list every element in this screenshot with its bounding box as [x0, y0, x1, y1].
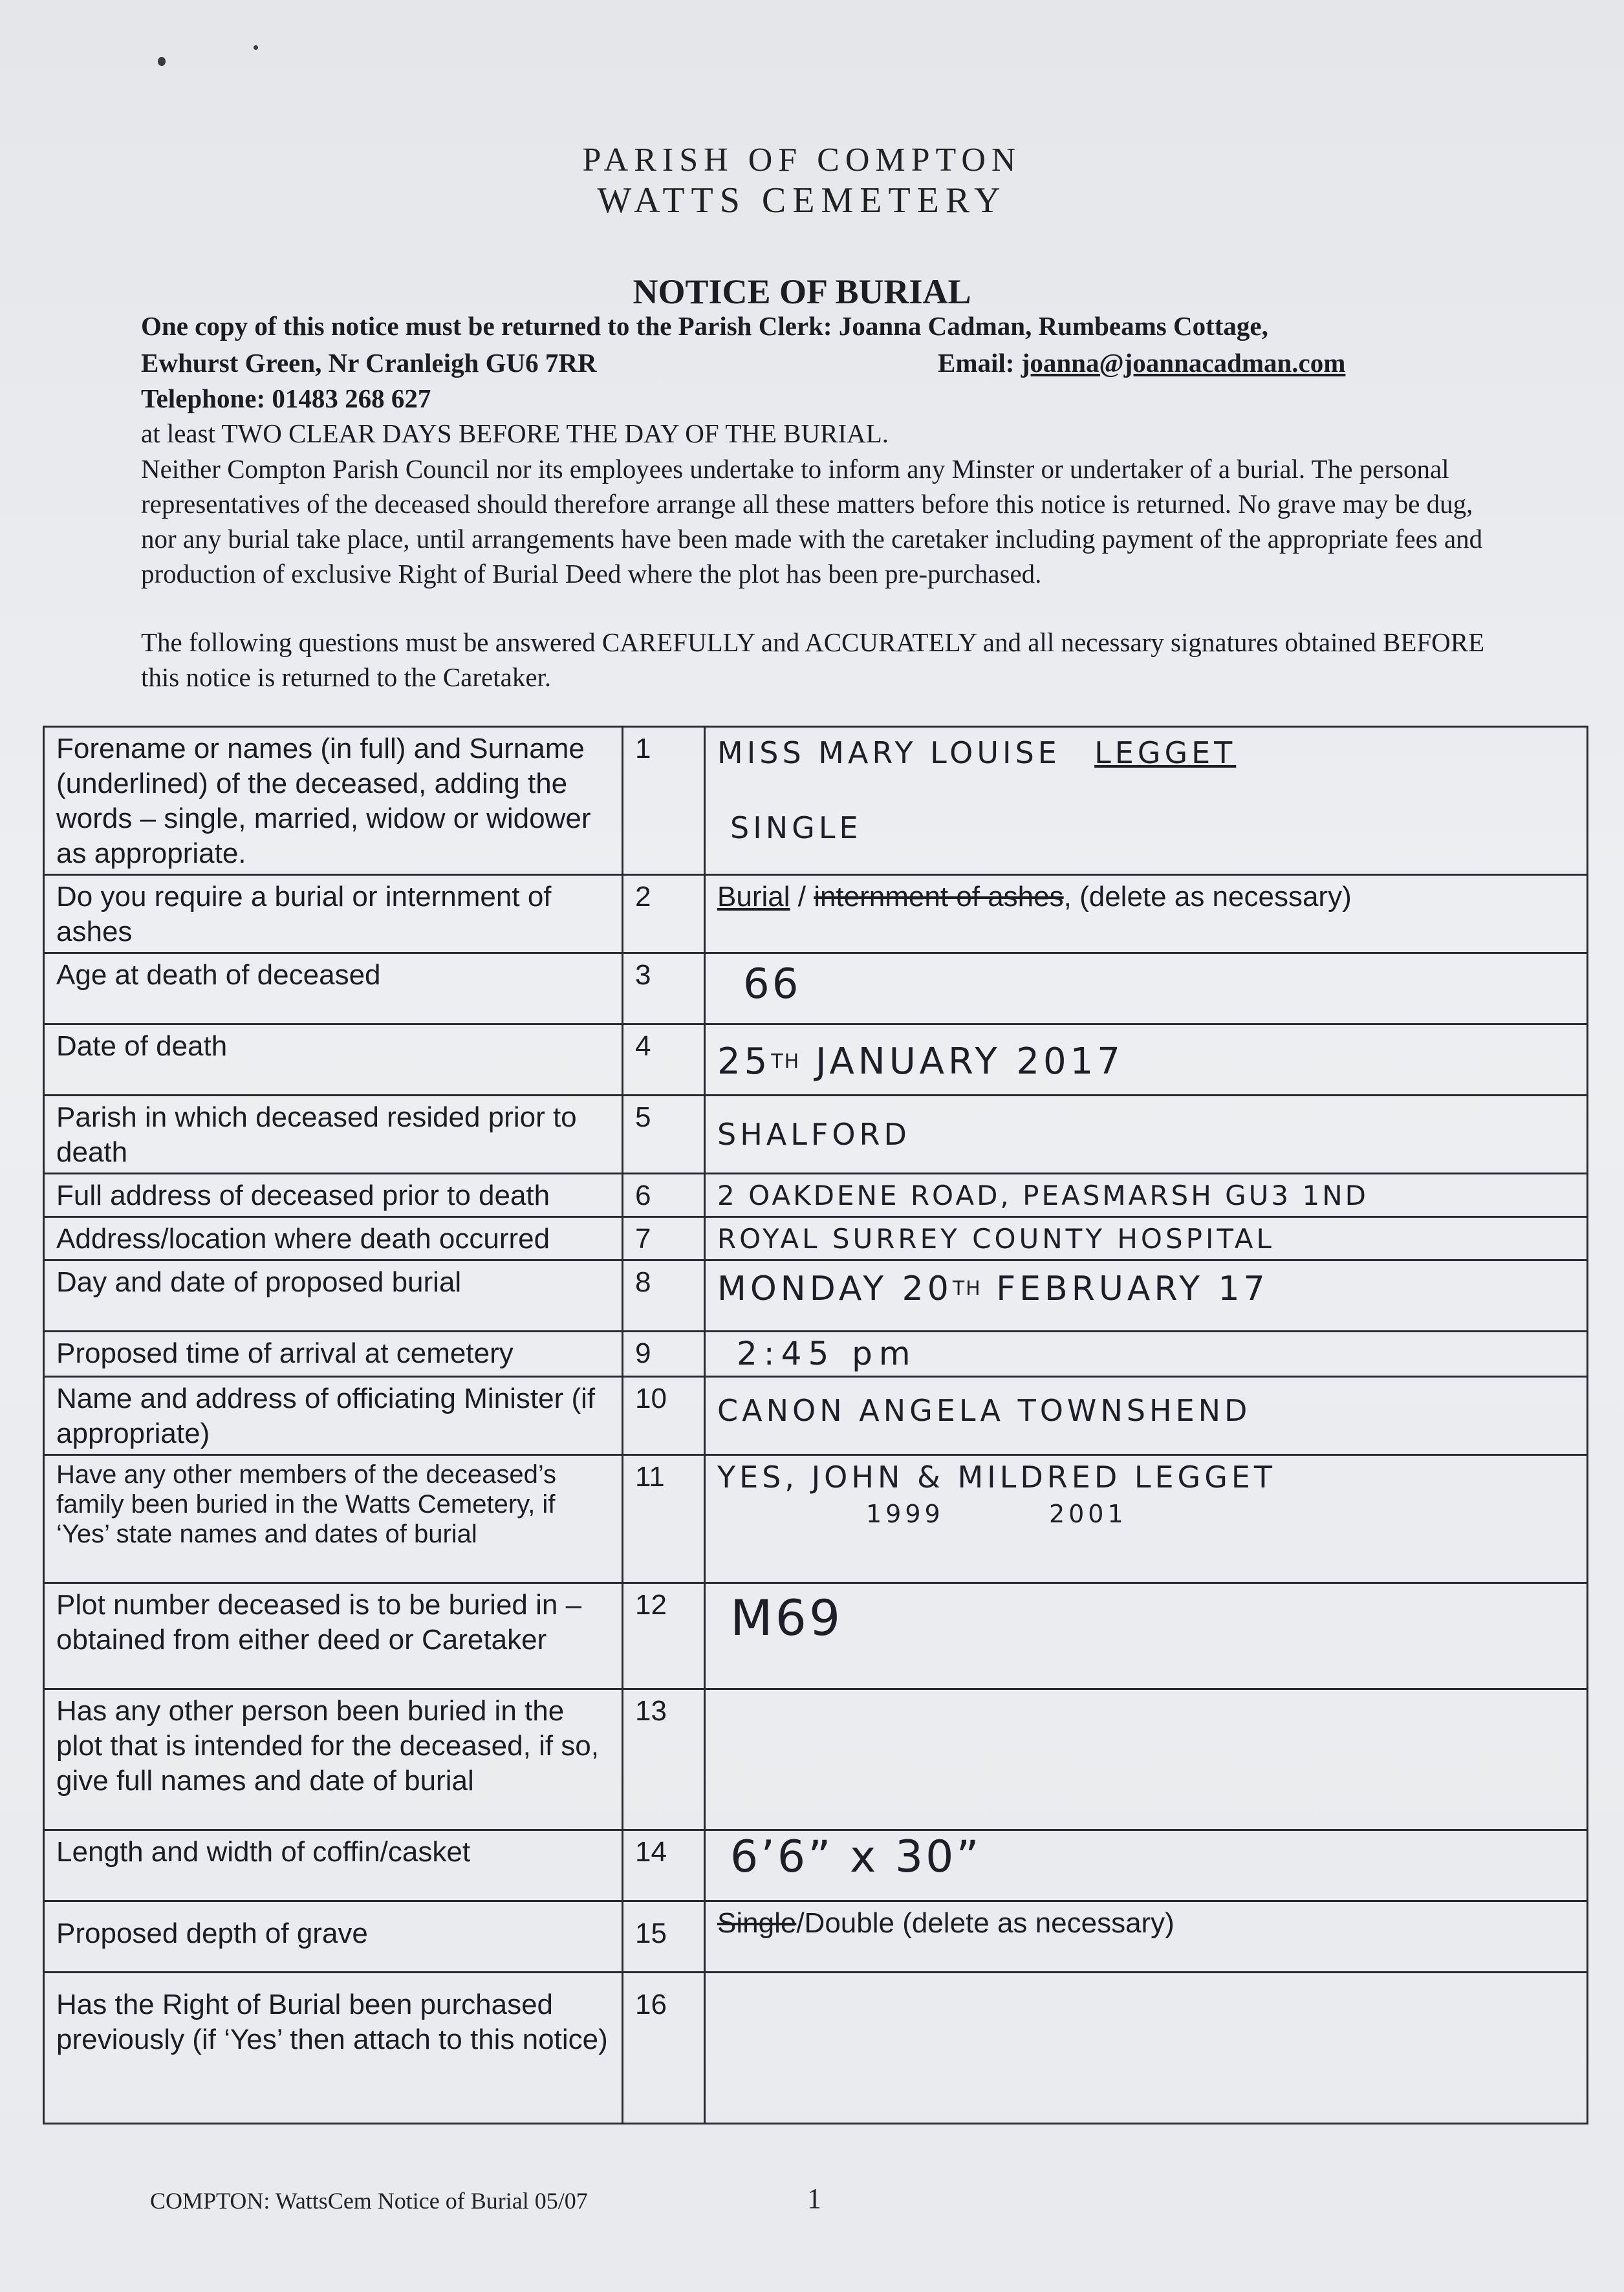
clerk-address-line: One copy of this notice must be returned to the Parish Clerk: Joanna Cadman, Rumbeams Cottage,	[141, 311, 1268, 341]
form-row	[44, 1217, 1588, 1260]
form-row	[44, 1973, 1588, 2124]
question-number: 8	[623, 1260, 705, 1332]
question-cell: Plot number deceased is to be buried in – obtained from either deed or Caretaker	[44, 1583, 623, 1689]
answer-parish: SHALFORD	[717, 1117, 911, 1152]
question-number: 16	[623, 1973, 705, 2124]
answer-cell[interactable]	[705, 1830, 1588, 1901]
instructions-paragraph: Neither Compton Parish Council nor its employees undertake to inform any Minster or undertaker of a burial. The personal representatives of the deceased should therefore arrange all these matters before this notice is returned. No grave may be dug, nor any burial take place, until arrangements have been made with the caretaker including payment of the appropriate fees and production of exclusive Right of Burial Deed where the plot has been pre-purchased.	[141, 454, 1483, 589]
answer-cell[interactable]	[705, 1024, 1588, 1096]
burial-rest: FEBRUARY 17	[981, 1270, 1269, 1308]
question-cell: Day and date of proposed burial	[44, 1260, 623, 1332]
question-cell: Forename or names (in full) and Surname (underlined) of the deceased, adding the words – single, married, widow or widower as appropriate.	[44, 727, 623, 875]
deadline-text: at least TWO CLEAR DAYS BEFORE THE DAY OF THE BURIAL.	[141, 418, 889, 448]
question-cell: Age at death of deceased	[44, 953, 623, 1024]
answer-address: 2 OAKDENE ROAD, PEASMARSH GU3 1ND	[717, 1180, 1369, 1211]
question-number: 5	[623, 1096, 705, 1174]
answer-cell[interactable]	[705, 1973, 1588, 2124]
question-cell: Date of death	[44, 1024, 623, 1096]
notice-title: NOTICE OF BURIAL	[633, 272, 971, 311]
answer-plot-number: M69	[730, 1589, 843, 1647]
burial-form-table	[43, 726, 1588, 2124]
form-row	[44, 875, 1588, 953]
date-suffix: TH	[771, 1050, 801, 1073]
clerk-address-line2: Ewhurst Green, Nr Cranleigh GU6 7RR	[141, 348, 597, 378]
answer-cell[interactable]	[705, 1332, 1588, 1377]
option-double: /Double (delete as necessary)	[796, 1907, 1175, 1939]
form-row	[44, 1096, 1588, 1174]
form-row	[44, 727, 1588, 875]
option-ashes-struck: internment of ashes	[814, 881, 1064, 913]
burial-day: MONDAY 20	[717, 1270, 953, 1308]
answer-cell[interactable]	[705, 953, 1588, 1024]
email-label: Email:	[938, 348, 1021, 378]
answer-burial-date	[717, 1265, 1269, 1306]
question-number: 10	[623, 1377, 705, 1455]
footer-reference: COMPTON: WattsCem Notice of Burial 05/07	[150, 2188, 588, 2214]
question-cell: Full address of deceased prior to death	[44, 1174, 623, 1217]
answer-death-location: ROYAL SURREY COUNTY HOSPITAL	[717, 1223, 1275, 1255]
question-number: 7	[623, 1217, 705, 1260]
question-cell: Address/location where death occurred	[44, 1217, 623, 1260]
question-number: 14	[623, 1830, 705, 1901]
option-separator: /	[790, 881, 814, 913]
question-number: 4	[623, 1024, 705, 1096]
question-number: 9	[623, 1332, 705, 1377]
answer-age: 66	[743, 960, 801, 1008]
answer-cell[interactable]	[705, 875, 1588, 953]
question-number: 6	[623, 1174, 705, 1217]
answer-cell[interactable]	[705, 1689, 1588, 1830]
option-single-struck: Single	[717, 1907, 797, 1939]
option-note: , (delete as necessary)	[1063, 881, 1352, 913]
question-cell: Proposed depth of grave	[44, 1901, 623, 1973]
burial-suffix: TH	[952, 1277, 982, 1300]
form-row	[44, 953, 1588, 1024]
answer-year-john: 1999	[866, 1500, 944, 1528]
answer-date-of-death	[717, 1029, 1124, 1083]
answer-minister: CANON ANGELA TOWNSHEND	[717, 1393, 1251, 1428]
answer-cell[interactable]	[705, 1583, 1588, 1689]
answer-cell[interactable]	[705, 1174, 1588, 1217]
question-number: 12	[623, 1583, 705, 1689]
cemetery-heading: WATTS CEMETERY	[597, 180, 1007, 221]
parish-heading: PARISH OF COMPTON	[582, 142, 1022, 178]
question-cell: Have any other members of the deceased’s family been buried in the Watts Cemetery, if ‘Yes’ state names and dates of burial	[44, 1455, 623, 1583]
answer-cell[interactable]	[705, 1260, 1588, 1332]
option-burial: Burial	[717, 881, 790, 913]
question-number: 3	[623, 953, 705, 1024]
clerk-email	[938, 347, 1345, 378]
clerk-telephone: Telephone: 01483 268 627	[141, 384, 431, 413]
form-row	[44, 1332, 1588, 1377]
form-row	[44, 1377, 1588, 1455]
question-cell: Do you require a burial or internment of ashes	[44, 875, 623, 953]
email-link[interactable]: joanna@joannacadman.com	[1021, 348, 1346, 378]
date-rest: JANUARY 2017	[800, 1041, 1124, 1083]
form-row	[44, 1455, 1588, 1583]
question-number: 1	[623, 727, 705, 875]
question-cell: Proposed time of arrival at cemetery	[44, 1332, 623, 1377]
ink-speck	[254, 45, 258, 50]
question-cell: Has the Right of Burial been purchased previously (if ‘Yes’ then attach to this notice)	[44, 1973, 623, 2124]
answer-given-names: MISS MARY LOUISE	[717, 735, 1061, 770]
answer-cell[interactable]	[705, 1901, 1588, 1973]
answer-surname: LEGGET	[1094, 735, 1237, 770]
answer-family-burials: YES, JOHN & MILDRED LEGGET	[717, 1460, 1277, 1495]
answer-cell[interactable]	[705, 1096, 1588, 1174]
answer-year-mildred: 2001	[1048, 1500, 1127, 1528]
question-number: 15	[623, 1901, 705, 1973]
question-cell: Length and width of coffin/casket	[44, 1830, 623, 1901]
form-row	[44, 1024, 1588, 1096]
question-number: 2	[623, 875, 705, 953]
question-cell: Has any other person been buried in the plot that is intended for the deceased, if so, give full names and date of burial	[44, 1689, 623, 1830]
answer-cell[interactable]	[705, 1377, 1588, 1455]
form-row	[44, 1583, 1588, 1689]
form-row	[44, 1830, 1588, 1901]
question-cell: Name and address of officiating Minister (if appropriate)	[44, 1377, 623, 1455]
form-row	[44, 1174, 1588, 1217]
form-row	[44, 1901, 1588, 1973]
date-day: 25	[717, 1041, 772, 1083]
form-row	[44, 1689, 1588, 1830]
question-number: 13	[623, 1689, 705, 1830]
page-number: 1	[807, 2183, 821, 2214]
answer-cell[interactable]	[705, 1455, 1588, 1583]
answer-cell[interactable]	[705, 1217, 1588, 1260]
question-number: 11	[623, 1455, 705, 1583]
question-cell: Parish in which deceased resided prior to death	[44, 1096, 623, 1174]
ink-speck	[158, 57, 166, 66]
accuracy-paragraph: The following questions must be answered CAREFULLY and ACCURATELY and all necessary signatures obtained BEFORE this notice is returned to the Caretaker.	[141, 627, 1485, 692]
answer-coffin-size: 6’6” x 30”	[730, 1832, 982, 1883]
answer-marital-status: SINGLE	[730, 810, 862, 845]
form-row	[44, 1260, 1588, 1332]
answer-arrival-time: 2:45 pm	[737, 1335, 917, 1372]
answer-cell[interactable]	[705, 727, 1588, 875]
